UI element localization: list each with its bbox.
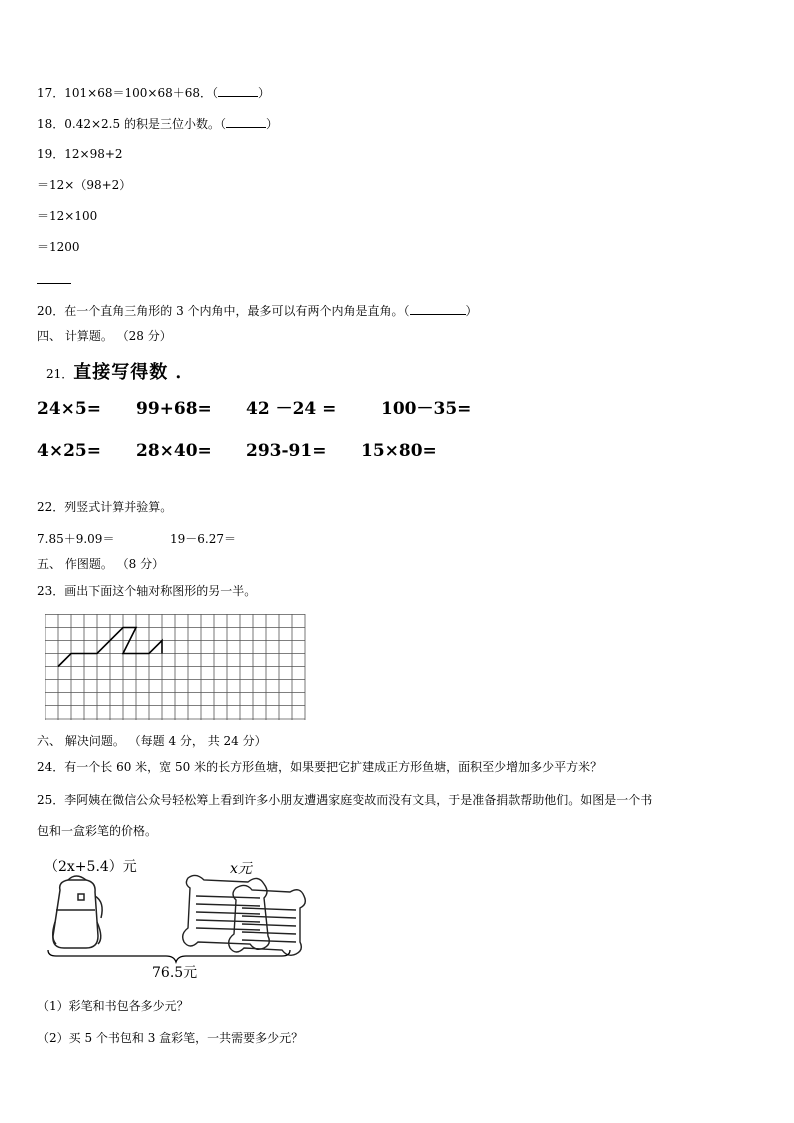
question-21-title [46, 358, 195, 384]
color-pens-icon [183, 875, 306, 955]
question-22: 22．列竖式计算并验算。 [37, 500, 173, 514]
answer-blank[interactable] [218, 84, 258, 97]
question-25-sub-2: （2）买 5 个书包和 3 盒彩笔，一共需要多少元？ [37, 1031, 304, 1045]
answer-blank[interactable] [410, 302, 466, 315]
section-6-heading: 六、 解决问题。 （每题 4 分， 共 24 分） [37, 734, 267, 748]
question-21-number: 21． [46, 367, 74, 381]
oral-item: 4×25= [37, 441, 101, 461]
question-17-text: 17．101×68＝100×68＋68．（ [37, 86, 218, 100]
question-25-line-2: 包和一盒彩笔的价格。 [37, 824, 158, 838]
grid-lines [45, 614, 305, 720]
section-5-heading: 五、 作图题。 （8 分） [37, 557, 165, 571]
price-illustration [38, 852, 308, 982]
bracket-close: ） [265, 117, 278, 131]
question-19-line-1: 19．12×98+2 [37, 147, 123, 161]
oral-item: 15×80= [361, 441, 437, 461]
symmetry-grid[interactable] [45, 614, 307, 725]
oral-item: 42 －24 = [246, 399, 337, 419]
question-18 [37, 115, 278, 132]
question-17 [37, 84, 270, 101]
question-24: 24．有一个长 60 米，宽 50 米的长方形鱼塘，如果要把它扩建成正方形鱼塘，面积至少增加多少平方米？ [37, 760, 603, 774]
grid-figure [45, 614, 307, 721]
total-brace [48, 950, 290, 962]
oral-item: 99+68= [136, 399, 212, 419]
question-22-b: 19－6.27＝ [170, 532, 236, 546]
question-20-text: 20．在一个直角三角形的 3 个内角中，最多可以有两个内角是直角。（ [37, 304, 410, 318]
question-19-line-4: ＝1200 [37, 240, 80, 254]
bracket-close: ） [465, 304, 478, 318]
question-19-line-3: ＝12×100 [37, 209, 98, 223]
question-25-line-1: 25．李阿姨在微信公众号轻松筹上看到许多小朋友遭遇家庭变故而没有文具，于是准备捐款帮助他们。如图是一个书 [37, 793, 653, 807]
question-23: 23．画出下面这个轴对称图形的另一半。 [37, 584, 257, 598]
question-21-heading: 直接写得数 ． [73, 362, 195, 383]
oral-item: 293-91= [246, 441, 327, 461]
question-20 [37, 302, 478, 319]
question-25-sub-1: （1）彩笔和书包各多少元？ [37, 999, 189, 1013]
question-19-line-2: ＝12×（98+2） [37, 178, 132, 192]
pen-price-label: x元 [230, 861, 252, 877]
section-4-heading: 四、 计算题。 （28 分） [37, 329, 172, 343]
oral-item: 100－35= [381, 399, 472, 419]
answer-blank[interactable] [226, 115, 266, 128]
oral-item: 28×40= [136, 441, 212, 461]
backpack-icon [53, 876, 102, 948]
bag-price-label: （2x+5.4）元 [44, 859, 137, 875]
total-price-label: 76.5元 [152, 965, 198, 981]
answer-blank-19[interactable] [37, 283, 71, 284]
question-18-text: 18．0.42×2.5 的积是三位小数。（ [37, 117, 226, 131]
oral-item: 24×5= [37, 399, 101, 419]
question-22-a: 7.85＋9.09＝ [37, 532, 115, 546]
bracket-close: ） [258, 86, 271, 100]
